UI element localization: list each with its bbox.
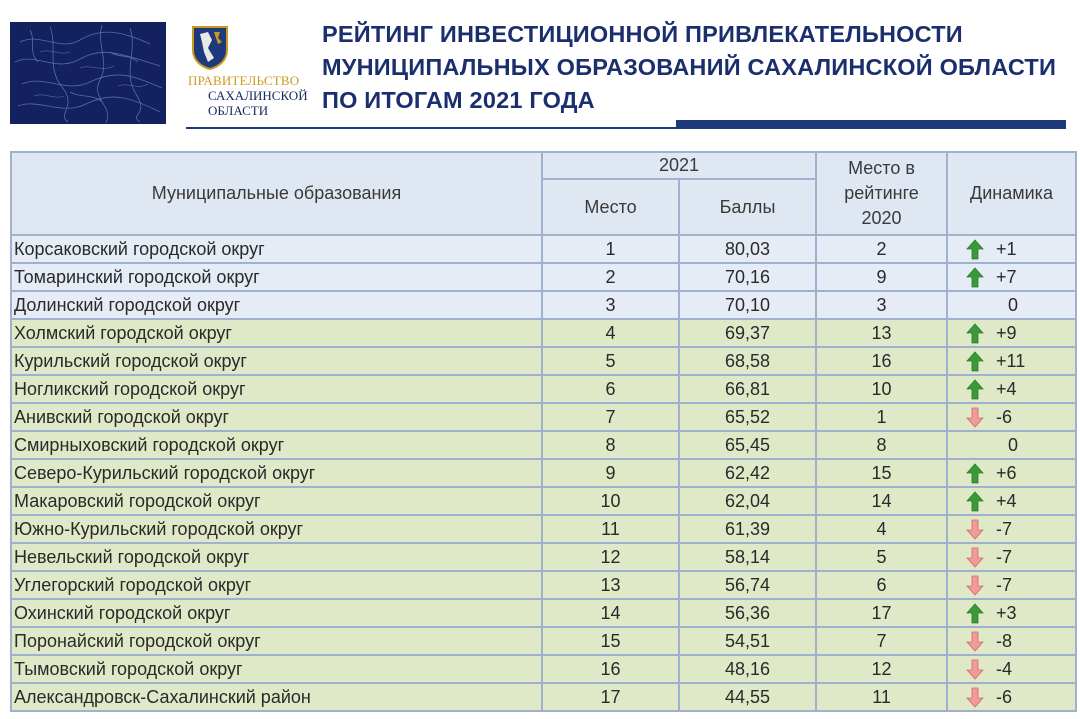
dynamics-cell — [947, 319, 1076, 347]
dynamics-value: +6 — [996, 463, 1017, 483]
table-row — [11, 319, 1076, 347]
header-municipality: Муниципальные образования — [11, 152, 542, 235]
place-2020: 11 — [816, 683, 947, 711]
score-2021: 56,36 — [679, 599, 816, 627]
place-2020: 12 — [816, 655, 947, 683]
arrow-up-icon — [966, 323, 984, 344]
place-2021: 12 — [542, 543, 679, 571]
place-2021: 3 — [542, 291, 679, 319]
arrow-down-icon — [966, 687, 984, 708]
arrow-up-icon — [966, 379, 984, 400]
municipality-name: Невельский городской округ — [11, 543, 542, 571]
score-2021: 48,16 — [679, 655, 816, 683]
header-prev-line1: Место в — [848, 158, 915, 178]
dynamics-cell — [947, 487, 1076, 515]
place-2020: 16 — [816, 347, 947, 375]
table-row — [11, 571, 1076, 599]
title-line2: МУНИЦИПАЛЬНЫХ ОБРАЗОВАНИЙ САХАЛИНСКОЙ ОБЛАСТИ — [322, 54, 1057, 80]
header-place: Место — [542, 179, 679, 235]
arrow-up-icon — [966, 463, 984, 484]
header-dynamics: Динамика — [947, 152, 1076, 235]
dynamics-value: 0 — [1008, 295, 1019, 315]
place-2020: 14 — [816, 487, 947, 515]
header-prev-place — [816, 152, 947, 235]
table-row — [11, 599, 1076, 627]
gov-name-line2: САХАЛИНСКОЙ — [208, 88, 308, 103]
header-year: 2021 — [542, 152, 816, 179]
arrow-up-icon — [966, 351, 984, 372]
coat-of-arms-icon — [190, 24, 230, 70]
place-2021: 10 — [542, 487, 679, 515]
place-2020: 6 — [816, 571, 947, 599]
arrow-up-icon — [966, 239, 984, 260]
score-2021: 66,81 — [679, 375, 816, 403]
place-2020: 9 — [816, 263, 947, 291]
municipality-name: Долинский городской округ — [11, 291, 542, 319]
arrow-down-icon — [966, 407, 984, 428]
sakhalin-map-image — [10, 22, 166, 124]
score-2021: 69,37 — [679, 319, 816, 347]
municipality-name: Анивский городской округ — [11, 403, 542, 431]
place-2020: 10 — [816, 375, 947, 403]
municipality-name: Корсаковский городской округ — [11, 235, 542, 263]
dynamics-value: -7 — [996, 519, 1013, 539]
place-2021: 6 — [542, 375, 679, 403]
municipality-name: Поронайский городской округ — [11, 627, 542, 655]
municipality-name: Томаринский городской округ — [11, 263, 542, 291]
header-score: Баллы — [679, 179, 816, 235]
score-2021: 54,51 — [679, 627, 816, 655]
municipality-name: Александровск-Сахалинский район — [11, 683, 542, 711]
municipality-name: Углегорский городской округ — [11, 571, 542, 599]
dynamics-value: +4 — [996, 491, 1017, 511]
place-2021: 5 — [542, 347, 679, 375]
dynamics-value: 0 — [1008, 435, 1019, 455]
table-row — [11, 627, 1076, 655]
place-2020: 5 — [816, 543, 947, 571]
score-2021: 70,10 — [679, 291, 816, 319]
dynamics-value: -6 — [996, 407, 1013, 427]
table-row — [11, 515, 1076, 543]
arrow-down-icon — [966, 575, 984, 596]
arrow-down-icon — [966, 631, 984, 652]
dynamics-value: -6 — [996, 687, 1013, 707]
rating-table-body — [11, 235, 1076, 711]
table-row — [11, 347, 1076, 375]
title-line3: ПО ИТОГАМ 2021 ГОДА — [322, 87, 595, 113]
dynamics-cell — [947, 431, 1076, 459]
score-2021: 70,16 — [679, 263, 816, 291]
dynamics-cell — [947, 571, 1076, 599]
map-contour-graphic — [10, 22, 166, 124]
arrow-down-icon — [966, 547, 984, 568]
place-2020: 7 — [816, 627, 947, 655]
place-2020: 17 — [816, 599, 947, 627]
place-2020: 13 — [816, 319, 947, 347]
table-row — [11, 235, 1076, 263]
table-row — [11, 403, 1076, 431]
table-row — [11, 375, 1076, 403]
arrow-up-icon — [966, 603, 984, 624]
place-2020: 8 — [816, 431, 947, 459]
score-2021: 44,55 — [679, 683, 816, 711]
municipality-name: Южно-Курильский городской округ — [11, 515, 542, 543]
dynamics-cell — [947, 375, 1076, 403]
dynamics-value: +4 — [996, 379, 1017, 399]
gov-name-line1: ПРАВИТЕЛЬСТВО — [188, 73, 300, 88]
arrow-down-icon — [966, 519, 984, 540]
score-2021: 68,58 — [679, 347, 816, 375]
header-prev-line2: рейтинге — [844, 183, 919, 203]
place-2021: 13 — [542, 571, 679, 599]
dynamics-cell — [947, 543, 1076, 571]
dynamics-value: +11 — [996, 351, 1026, 371]
place-2021: 7 — [542, 403, 679, 431]
place-2021: 1 — [542, 235, 679, 263]
dynamics-cell — [947, 515, 1076, 543]
municipality-name: Ногликский городской округ — [11, 375, 542, 403]
score-2021: 62,42 — [679, 459, 816, 487]
gov-name-line3: ОБЛАСТИ — [208, 103, 269, 118]
dynamics-cell — [947, 627, 1076, 655]
place-2020: 15 — [816, 459, 947, 487]
table-row — [11, 655, 1076, 683]
place-2020: 1 — [816, 403, 947, 431]
dynamics-cell — [947, 683, 1076, 711]
dynamics-value: +9 — [996, 323, 1017, 343]
municipality-name: Холмский городской округ — [11, 319, 542, 347]
arrow-up-icon — [966, 267, 984, 288]
dynamics-cell — [947, 263, 1076, 291]
dynamics-value: -8 — [996, 631, 1013, 651]
table-row — [11, 459, 1076, 487]
dynamics-cell — [947, 459, 1076, 487]
table-row — [11, 263, 1076, 291]
score-2021: 61,39 — [679, 515, 816, 543]
place-2020: 2 — [816, 235, 947, 263]
place-2021: 11 — [542, 515, 679, 543]
dynamics-value: +1 — [996, 239, 1017, 259]
municipality-name: Северо-Курильский городской округ — [11, 459, 542, 487]
municipality-name: Смирныховский городской округ — [11, 431, 542, 459]
dynamics-value: +7 — [996, 267, 1017, 287]
title-line1: РЕЙТИНГ ИНВЕСТИЦИОННОЙ ПРИВЛЕКАТЕЛЬНОСТИ — [322, 21, 963, 47]
place-2021: 8 — [542, 431, 679, 459]
dynamics-value: -4 — [996, 659, 1013, 679]
place-2021: 9 — [542, 459, 679, 487]
score-2021: 65,52 — [679, 403, 816, 431]
municipality-name: Охинский городской округ — [11, 599, 542, 627]
rating-table — [10, 151, 1077, 712]
dynamics-cell — [947, 599, 1076, 627]
header-prev-line3: 2020 — [861, 208, 902, 228]
municipality-name: Курильский городской округ — [11, 347, 542, 375]
dynamics-value: -7 — [996, 547, 1013, 567]
municipality-name: Макаровский городской округ — [11, 487, 542, 515]
score-2021: 58,14 — [679, 543, 816, 571]
place-2021: 2 — [542, 263, 679, 291]
page-title — [322, 18, 1072, 117]
dynamics-cell — [947, 403, 1076, 431]
government-logo — [186, 24, 310, 120]
dynamics-value: -7 — [996, 575, 1013, 595]
score-2021: 65,45 — [679, 431, 816, 459]
table-row — [11, 543, 1076, 571]
place-2020: 3 — [816, 291, 947, 319]
table-row — [11, 683, 1076, 711]
dynamics-cell — [947, 291, 1076, 319]
place-2021: 14 — [542, 599, 679, 627]
score-2021: 56,74 — [679, 571, 816, 599]
dynamics-cell — [947, 235, 1076, 263]
header-accent-bar — [676, 120, 1066, 129]
dynamics-cell — [947, 347, 1076, 375]
arrow-up-icon — [966, 491, 984, 512]
score-2021: 62,04 — [679, 487, 816, 515]
place-2021: 16 — [542, 655, 679, 683]
table-row — [11, 487, 1076, 515]
place-2021: 15 — [542, 627, 679, 655]
table-row — [11, 431, 1076, 459]
place-2020: 4 — [816, 515, 947, 543]
dynamics-value: +3 — [996, 603, 1017, 623]
municipality-name: Тымовский городской округ — [11, 655, 542, 683]
dynamics-cell — [947, 655, 1076, 683]
place-2021: 4 — [542, 319, 679, 347]
arrow-down-icon — [966, 659, 984, 680]
place-2021: 17 — [542, 683, 679, 711]
score-2021: 80,03 — [679, 235, 816, 263]
table-row — [11, 291, 1076, 319]
